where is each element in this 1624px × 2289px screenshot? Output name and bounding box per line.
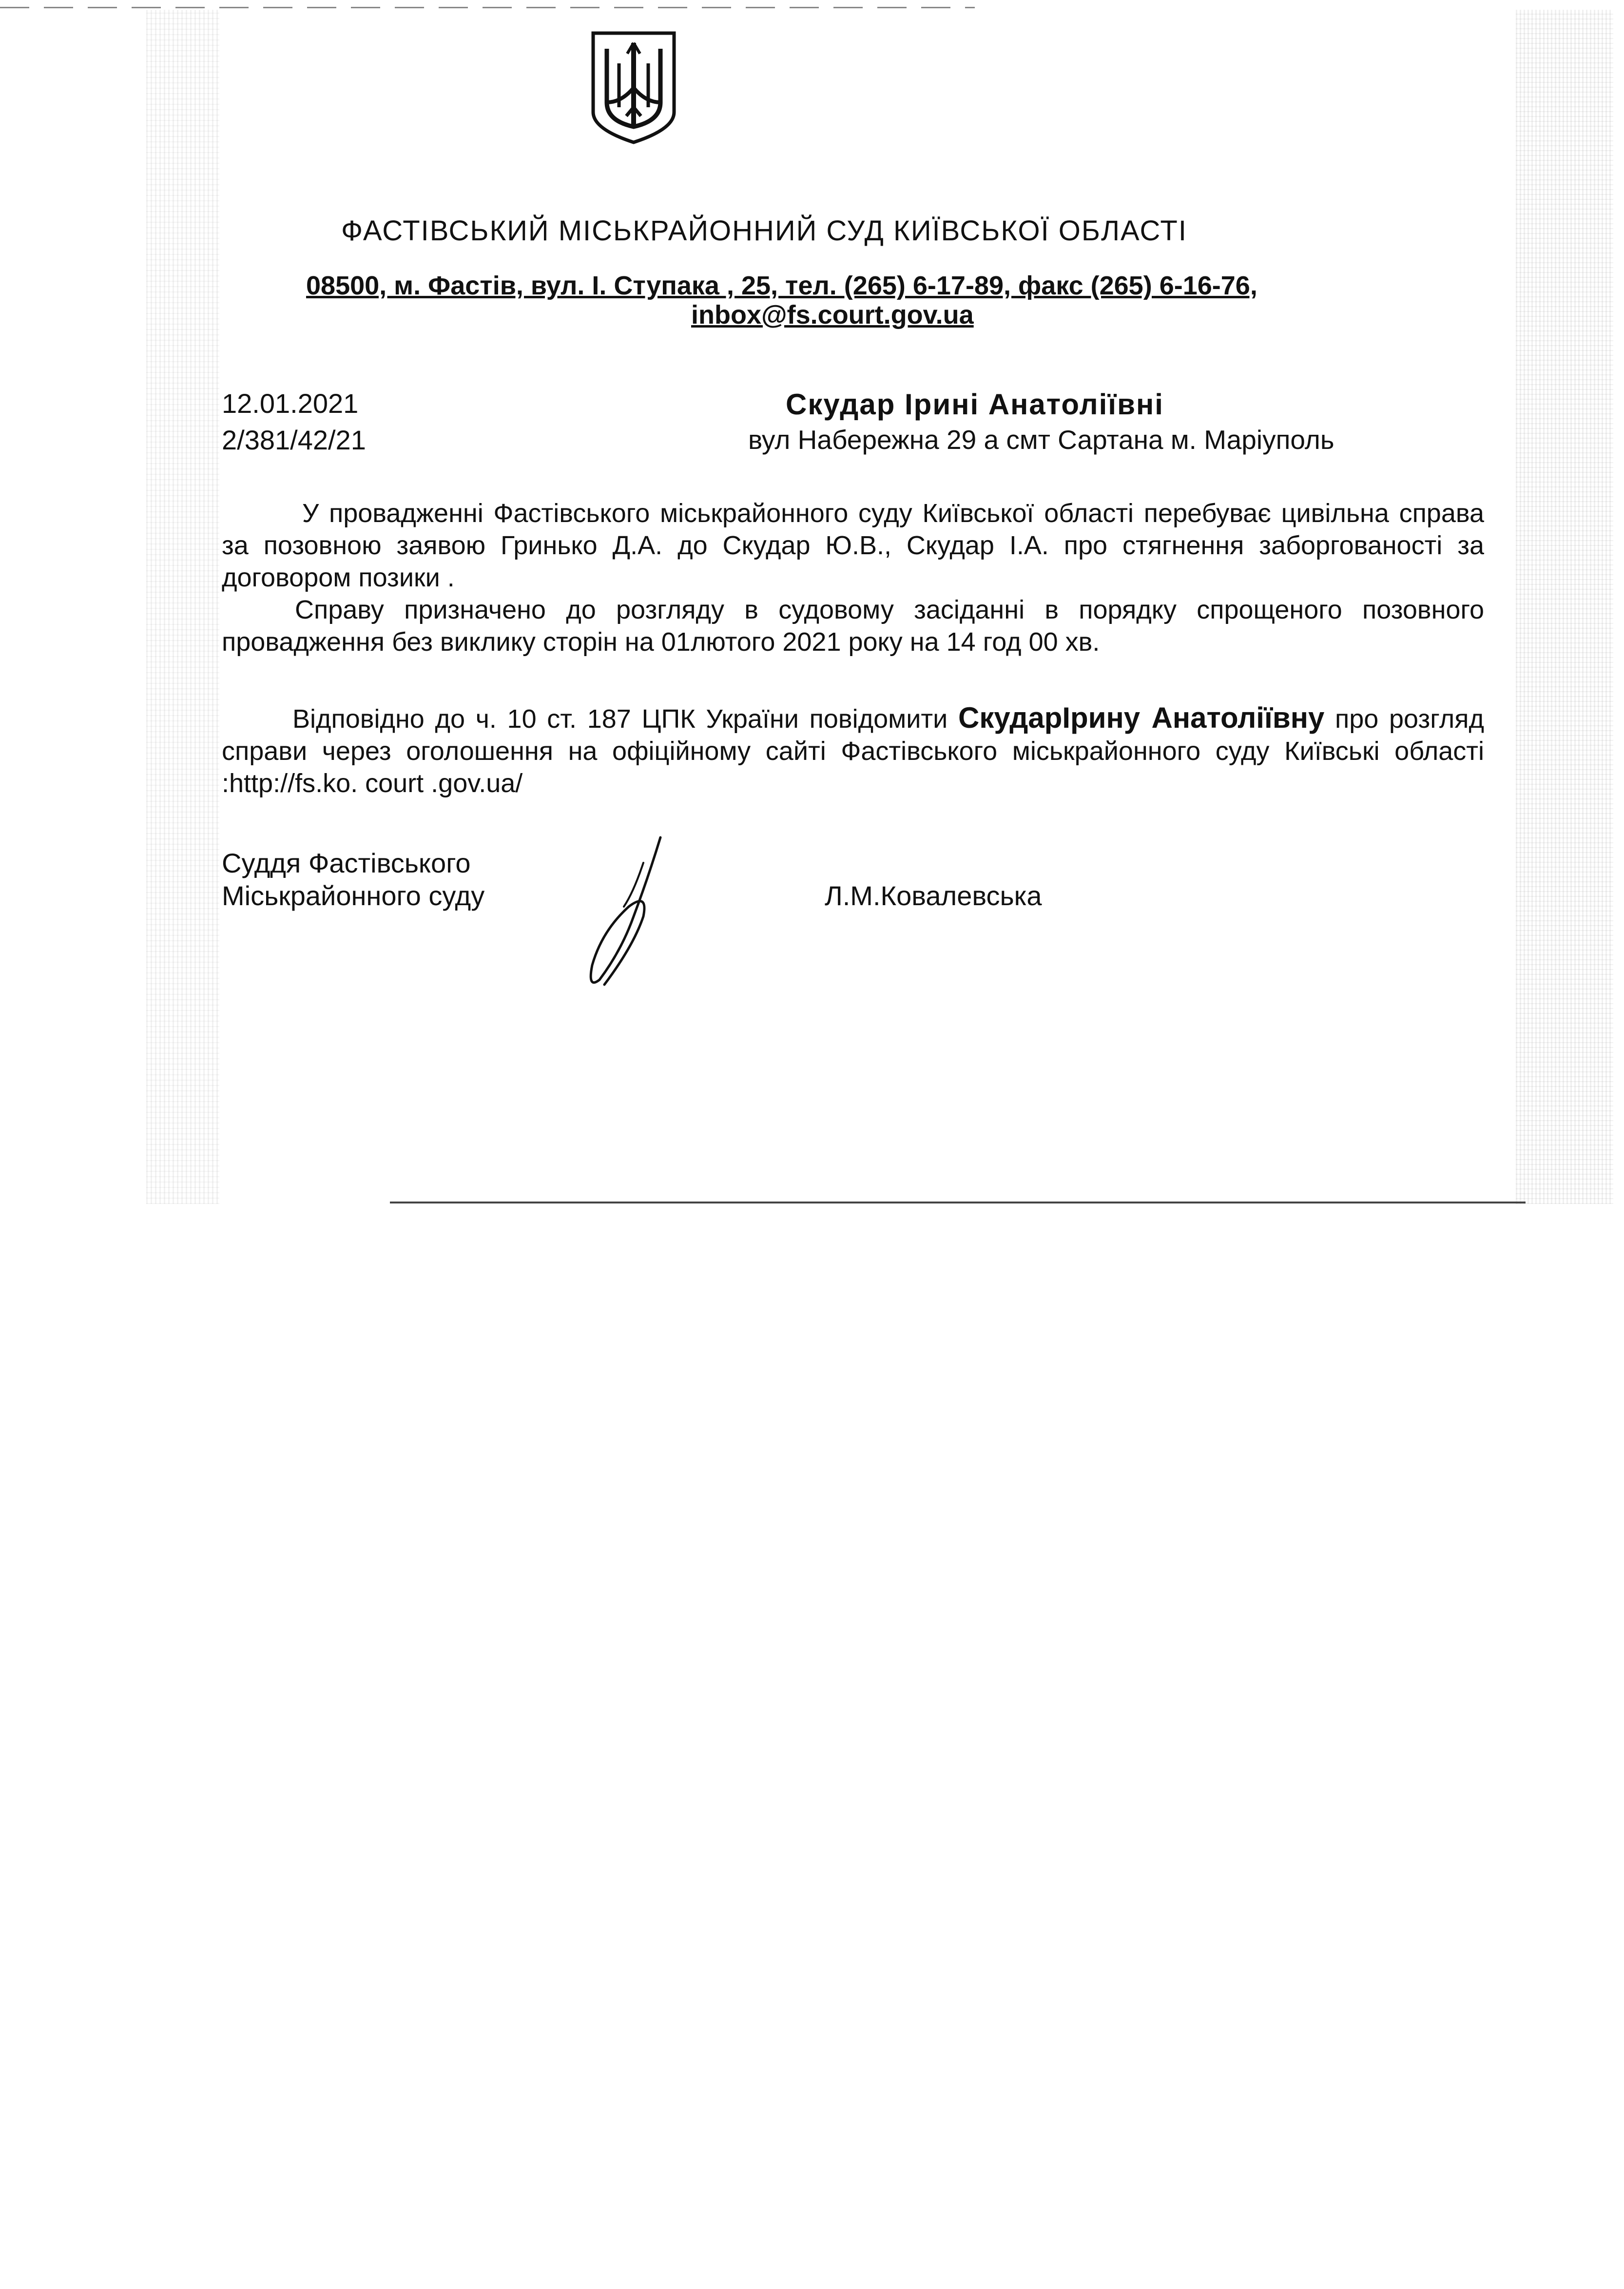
notification-text-start: Відповідно до ч. 10 ст. 187 ЦПК України повідомити (292, 704, 958, 734)
scan-edge-bottom (390, 1202, 1526, 1203)
recipient-address: вул Набережна 29 а смт Сартана м. Маріуполь (748, 425, 1334, 455)
notification-text-end: про розгляд справи через оголошення на офіційному сайті Фастівського міськрайонного суду Київські області :http://fs.ko. court .gov.ua/ (222, 704, 1484, 798)
scan-noise-right (1516, 10, 1613, 1204)
paragraph-hearing-date: Справу призначено до розгляду в судовому засіданні в порядку спрощеного позовного провадження без виклику сторін на 01лютого 2021 року на 14 год 00 хв. (222, 595, 1484, 657)
paragraph-case-info: У провадженні Фастівського міськрайонного суду Київської області перебуває цивільна справа за позовною заявою Гринько Д.А. до Скудар Ю.В., Скудар І.А. про стягнення заборгованості за договором позики . (222, 499, 1484, 592)
judge-title-line1: Суддя Фастівського (222, 848, 471, 878)
scan-edge-top (0, 7, 975, 8)
handwritten-signature-icon (575, 834, 682, 994)
court-address: 08500, м. Фастів, вул. І. Ступака , 25, тел. (265) 6-17-89, факс (265) 6-16-76, (306, 271, 1257, 300)
letter-date: 12.01.2021 (222, 388, 359, 419)
paragraph-notification (222, 702, 1484, 799)
letter-number: 2/381/42/21 (222, 425, 366, 455)
judge-title-line2: Міськрайонного суду (222, 880, 485, 911)
judge-name: Л.М.Ковалевська (825, 880, 1042, 911)
court-email-link[interactable]: inbox@fs.court.gov.ua (691, 300, 974, 330)
tryzub-icon (587, 29, 680, 146)
scan-noise-left (146, 10, 219, 1204)
court-name: ФАСТІВСЬКИЙ МІСЬКРАЙОННИЙ СУД КИЇВСЬКОЇ ОБЛАСТІ (341, 215, 1187, 247)
recipient-name: Скудар Ірині Анатоліївні (786, 388, 1164, 421)
notified-person-name: СкударІрину Анатоліївну (958, 701, 1325, 734)
